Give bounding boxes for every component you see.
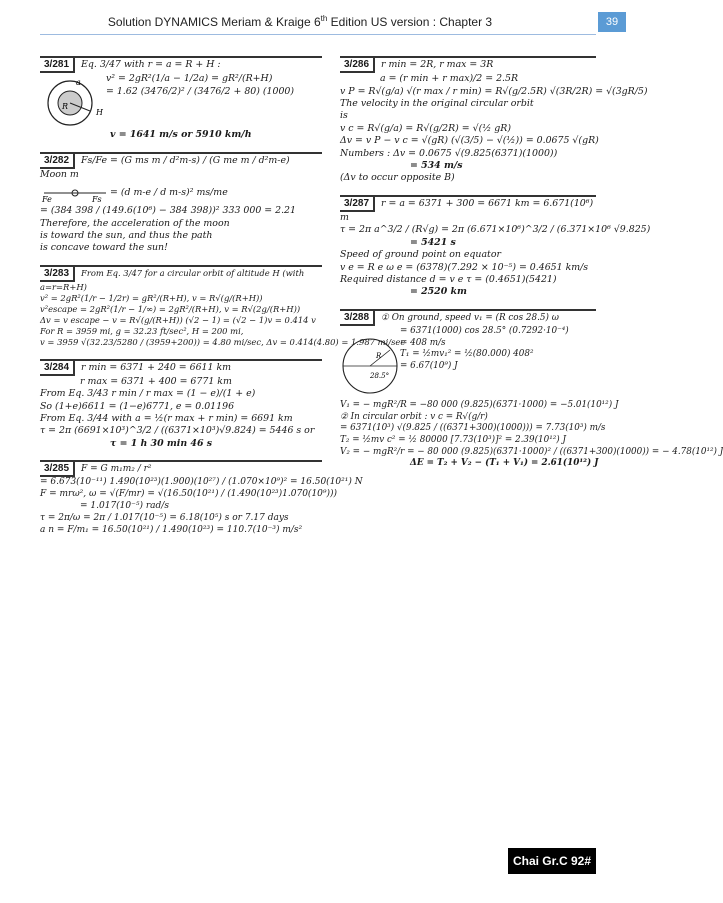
solution-line: Moon m (40, 168, 79, 180)
solution-line: Eq. 3/47 with r = a = R + H : (81, 59, 221, 70)
solution-line: So (1+e)6611 = (1−e)6771, e = 0.01196 (40, 400, 235, 412)
problem-label: 3/283 (40, 267, 75, 282)
solution-line: τ = 2π (6691×10³)^3/2 / ((6371×10³)√9.824) = 5446 s or (40, 425, 315, 437)
problem-3-286 (340, 56, 648, 185)
problem-label: 3/287 (340, 197, 375, 212)
force-diagram (40, 183, 110, 203)
problem-label: 3/286 (340, 58, 375, 73)
solution-line: v e = R e ω e = (6378)(7.292 × 10⁻⁵) = 0.4651 km/s (340, 261, 589, 273)
solution-line: τ = 2π/ω = 2π / 1.017(10⁻⁵) = 6.18(10⁵) s or 7.17 days (40, 513, 289, 523)
problem-3-285 (40, 460, 363, 537)
solution-line: v² = 2gR²(1/r − 1/2r) = gR²/(R+H), v = R√(g/(R+H)) (40, 293, 263, 304)
orbit-diagram (40, 75, 106, 127)
solution-line: = 1.017(10⁻⁵) rad/s (80, 501, 169, 512)
solution-line: is toward the sun, and thus the path (40, 230, 213, 241)
problem-label: 3/281 (40, 58, 75, 73)
solution-line: a = (r min + r max)/2 = 2.5R (380, 73, 519, 85)
right-column (340, 56, 723, 480)
solution-line: = 408 m/s (400, 337, 446, 348)
solution-line: T₁ = ½mv₁² = ½(80.000) 408² (400, 349, 534, 360)
solution-line: From Eq. 3/47 for a circular orbit of altitude H (with a=r=R+H) (40, 267, 305, 292)
solution-answer: = 5421 s (410, 236, 456, 248)
problem-3-287 (340, 195, 651, 299)
solution-answer: ΔE = T₂ + V₂ − (T₁ + V₁) = 2.61(10¹²) J (410, 458, 599, 469)
solution-answer: v = 1641 m/s or 5910 km/h (110, 129, 252, 141)
solution-line: = 6.673(10⁻¹¹) 1.490(10²³)(1.900)(10²⁷) / (1.070×10⁹)² = 16.50(10²¹) N (40, 477, 363, 488)
solution-line: Therefore, the acceleration of the moon (40, 217, 230, 229)
label-H: H (96, 108, 103, 118)
solution-line: Δv = v escape − v = R√(g/(R+H)) (√2 − 1) = (√2 − 1)v = 0.414 v (40, 315, 316, 326)
latitude-angle-label: 28.5° (370, 372, 390, 381)
label-R: R (62, 102, 69, 112)
solution-line: The velocity in the original circular orbit (340, 98, 534, 109)
solution-line: Numbers : Δv = 0.0675 √(9.825(6371)(1000)) (340, 147, 558, 159)
solution-line: v P = R√(g/a) √(r max / r min) = R√(g/2.5R) √(3R/2R) = √(3gR/5) (340, 85, 648, 97)
header-rule (40, 34, 596, 35)
solution-line: From Eq. 3/44 with a = ½(r max + r min) = 6691 km (40, 412, 293, 424)
solution-answer: = 534 m/s (410, 160, 463, 172)
solution-line: V₂ = − mgR²/r = − 80 000 (9.825)(6371·1000)² / ((6371+300)(1000)) = − 4.78(10¹²) J (340, 446, 723, 457)
solution-line: V₁ = − mgR²/R = −80 000 (9.825)(6371·1000) = −5.01(10¹²) J (340, 400, 619, 411)
solution-line: Required distance d = v e τ = (0.4651)(5421) (340, 274, 557, 286)
solution-line: ① On ground, speed v₁ = (R cos 28.5) ω (381, 312, 559, 323)
radius-label: R (376, 352, 382, 361)
solution-line: Speed of ground point on equator (340, 249, 501, 261)
solution-line: is (340, 110, 348, 122)
problem-label: 3/285 (40, 462, 75, 477)
solution-line: τ = 2π a^3/2 / (R√g) = 2π (6.671×10⁶)^3/2 / (6.371×10⁶ √9.825) (340, 224, 651, 236)
problem-3-281 (40, 56, 322, 142)
problem-label: 3/288 (340, 311, 375, 326)
solution-line: = (384 398 / (149.6(10⁶) − 384 398))² 333 000 = 2.21 (40, 205, 296, 217)
problem-3-288 (340, 309, 723, 470)
solution-line: = 6.67(10⁹) J (400, 360, 458, 371)
label-fe: Fe (42, 195, 52, 205)
solution-line: r = a = 6371 + 300 = 6671 km = 6.671(10⁶) m (340, 197, 594, 224)
solution-line: v c = R√(g/a) = R√(g/2R) = √(½ gR) (340, 122, 512, 134)
page-header (0, 0, 638, 34)
solution-line: v²escape = 2gR²(1/r − 1/∞) = 2gR²/(R+H), v = R√(2g/(R+H)) (40, 304, 301, 315)
solution-line: For R = 3959 mi, g = 32.23 ft/sec², H = 200 mi, (40, 326, 244, 337)
solution-line: (Δv to occur opposite B) (340, 172, 455, 184)
solution-line: F = G m₁m₂ / r² (81, 464, 152, 475)
solution-line: r max = 6371 + 400 = 6771 km (80, 375, 232, 387)
solution-line: r min = 6371 + 240 = 6611 km (81, 361, 232, 373)
page-number: 39 (598, 12, 626, 32)
problem-label: 3/282 (40, 154, 75, 169)
footer-badge: Chai Gr.C 92# (508, 848, 596, 874)
solution-line: = (d m-e / d m-s)² ms/me (110, 186, 228, 198)
label-a: a (76, 78, 81, 88)
problem-3-284 (40, 359, 322, 451)
solution-line: v = 3959 √(32.23/5280 / (3959+200)) = 4.80 mi/sec, Δv = 0.414(4.80) = 1.987 mi/sec (40, 337, 406, 348)
solution-line: Fs/Fe = (G ms m / d²m-s) / (G me m / d²m-e) (81, 154, 290, 166)
solution-line: Δv = v P − v c = √(gR) (√(3/5) − √(½)) = 0.0675 √(gR) (340, 135, 599, 147)
problem-3-282 (40, 152, 322, 255)
solution-line: is concave toward the sun! (40, 242, 168, 254)
solution-line: F = mrω², ω = √(F/mr) = √(16.50(10²¹) / (1.490(10²³)1.070(10⁹))) (40, 489, 338, 500)
label-fs: Fs (92, 195, 102, 205)
problem-label: 3/284 (40, 361, 75, 376)
solution-line: r min = 2R, r max = 3R (381, 59, 494, 70)
solution-answer: a n = F/m₁ = 16.50(10²¹) / 1.490(10²³) = 110.7(10⁻³) m/s² (40, 524, 303, 535)
solution-line: = 1.62 (3476/2)² / (3476/2 + 80) (1000) (106, 85, 295, 97)
solution-line: v² = 2gR²(1/a − 1/2a) = gR²/(R+H) (106, 73, 273, 85)
solution-line: T₂ = ½mv c² = ½ 80000 [7.73(10³)]² = 2.39(10¹²) J (340, 434, 567, 445)
solution-answer: = 2520 km (410, 286, 467, 298)
solution-line: ② In circular orbit : v c = R√(g/r) (340, 411, 488, 422)
solution-line: = 6371(10³) √(9.825 / ((6371+300)(1000))) = 7.73(10³) m/s (340, 423, 606, 434)
earth-diagram (340, 328, 400, 398)
solution-line: From Eq. 3/43 r min / r max = (1 − e)/(1 + e) (40, 388, 256, 400)
solution-line: = 6371(1000) cos 28.5° (0.7292·10⁻⁴) (400, 326, 569, 337)
header-title: Solution DYNAMICS Meriam & Kraige 6th Edition US version : Chapter 3 (107, 14, 493, 29)
solution-answer: τ = 1 h 30 min 46 s (110, 437, 213, 449)
